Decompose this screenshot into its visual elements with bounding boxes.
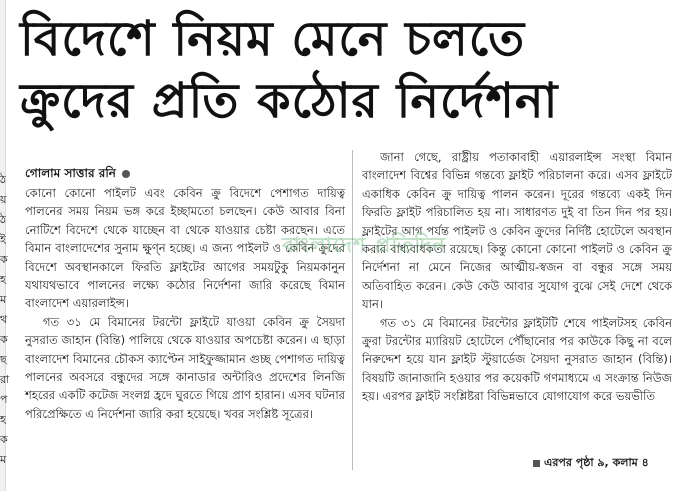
edge-fragment: হ (0, 413, 6, 426)
headline-line-1: বিদেশে নিয়ম মেনে চলতে (20, 11, 526, 67)
edge-fragment: প (0, 393, 8, 406)
square-bullet-icon (533, 460, 540, 467)
continuation-note (533, 454, 649, 473)
bullet-icon (122, 170, 130, 178)
article-paragraph: কোনো কোনো পাইলট এবং কেবিন ক্রু বিদেশে পেশাগত দায়িত্ব পালনের সময় নিয়ম ভঙ্গ করে ইচ্ছামতো চলছেন। কেউ আবার বিনা নোটিশে বিদেশে থেকে যাচ্ছেন বা থেকে যাওয়ার চেষ্টা করছেন। এতে বিমান বাংলাদেশের সুনাম ক্ষুণ্ন হচ্ছে। এ জন্য পাইলট ও কেবিন ক্রুদের বিদেশে অবস্থানকালে ফিরতি ফ্লাইটের আগের সময়টুকু নিয়মকানুন যথাযথভাবে পালনের লক্ষ্যে কঠোর নির্দেশনা জারি করেছে বিমান বাংলাদেশ এয়ারলাইন্স। (25, 186, 345, 311)
edge-fragment: ঠ (0, 173, 6, 186)
edge-fragment: ম (0, 293, 7, 306)
previous-column-fragments (0, 170, 8, 470)
headline (20, 8, 670, 132)
edge-fragment: হ (0, 273, 6, 286)
article-paragraph: জানা গেছে, রাষ্ট্রীয় পতাকাবাহী এয়ারলাইন্স সংস্থা বিমান বাংলাদেশ বিশ্বের বিভিন্ন গন্তব্যে ফ্লাইট পরিচালনা করে। এসব ফ্লাইটে একাধিক কেবিন ক্রু দায়িত্ব পালন করেন। দূরের গন্তব্যে একই দিন ফিরতি ফ্লাইট পরিচালিত হয় না। সাধারণত দুই বা তিন দিন পর হয়। ফ্লাইটের আগ পর্যন্ত পাইলট ও কেবিন ক্রুদের নির্দিষ্ট হোটেলে অবস্থান করার বাধ্যবাধকতা রয়েছে। কিন্তু কোনো কোনো পাইলট ও কেবিন ক্রু নির্দেশনা না মেনে নিজের আত্মীয়-স্বজন বা বন্ধুর সঙ্গে সময় অতিবাহিত করেন। কেউ কেউ আবার সুযোগ বুঝে সেই দেশে থেকে যান। (362, 150, 672, 312)
byline-author: গোলাম সাত্তার রনি (25, 166, 116, 180)
byline (25, 165, 130, 185)
edge-fragment: থ (0, 313, 8, 326)
article-column-right (362, 148, 672, 406)
column-divider (352, 150, 353, 470)
edge-fragment: ছ (0, 353, 7, 366)
edge-fragment: ক (0, 433, 8, 446)
edge-fragment: য় (0, 193, 7, 206)
edge-fragment: ক (0, 253, 8, 266)
continuation-text: এরপর পৃষ্ঠা ৯, কলাম ৪ (544, 456, 649, 469)
edge-fragment: ম (0, 453, 7, 466)
edge-fragment: ঠ (0, 213, 6, 226)
publisher-watermark: বাংলাদেশ প্রতিদিন (282, 233, 446, 257)
article-paragraph: গত ৩১ মে বিমানের টরন্টোর ফ্লাইটটি শেষে পাইলটসহ কেবিন ক্রুরা টরন্টোর ম্যারিয়ট হোটেলে পৌঁছানোর পর কাউকে কিছু না বলে নিরুদ্দেশ হয়ে যান ফ্লাইট স্টুয়ার্ডেজ সৈয়দা নুসরাত জাহান (বিন্তি)। বিষয়টি জানাজানি হওয়ার পর কয়েকটি গণমাধ্যমে এ সংক্রান্ত নিউজ হয়। এরপর ফ্লাইট সংশ্লিষ্টরা বিভিন্নভাবে যোগাযোগ করে ভয়ভীতি (362, 315, 672, 404)
edge-fragment: ই (0, 233, 6, 246)
headline-line-2: ক্রুদের প্রতি কঠোর নির্দেশনা (20, 73, 559, 129)
edge-fragment: ক (0, 333, 8, 346)
article-paragraph: গত ৩১ মে বিমানের টরন্টো ফ্লাইটে যাওয়া কেবিন ক্রু সৈয়দা নুসরাত জাহান (বিন্তি) পালিয়ে থেকে যাওয়ার অপচেষ্টা করেন। এ ছাড়া বাংলাদেশ বিমানের চৌকস ক্যাপ্টেন সাইফুজ্জামান গুচ্ছ পেশাগত দায়িত্ব পালনের অবসরে বন্ধুদের সঙ্গে কানাডার অন্টারিও প্রদেশের লিনজি শহরের একটি কটেজ সংলগ্ন হ্রদে ঘুরতে গিয়ে প্রাণ হারান। এসব ঘটনার পরিপ্রেক্ষিতে এ নির্দেশনা জারি করা হয়েছে। খবর সংশ্লিষ্ট সূত্রের। (25, 314, 345, 421)
edge-fragment: রা (0, 373, 10, 386)
article-column-left (25, 184, 345, 423)
